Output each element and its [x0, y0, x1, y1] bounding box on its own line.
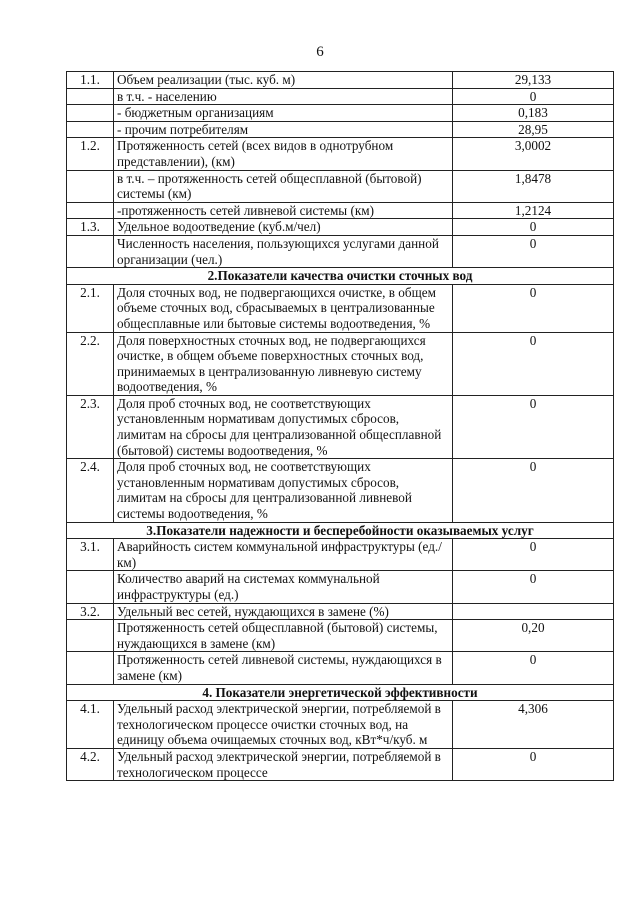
row-number: 1.1.: [67, 72, 114, 89]
indicator-name: Доля проб сточных вод, не соответствующих установленным нормативам допустимых сбросов, лимитам на сбросы для централизованной ливневой системы водоотведения, %: [114, 459, 453, 522]
indicator-name: Доля проб сточных вод, не соответствующих установленным нормативам допустимых сбросов, лимитам на сбросы для централизованной общесплавной (бытовой) системы водоотведения, %: [114, 395, 453, 458]
indicator-name: Протяженность сетей (всех видов в однотрубном представлении), (км): [114, 138, 453, 170]
indicator-name: Количество аварий на системах коммунальной инфраструктуры (ед.): [114, 571, 453, 603]
indicator-name: - бюджетным организациям: [114, 105, 453, 122]
indicator-name: Протяженность сетей общесплавной (бытовой) системы, нуждающихся в замене (км): [114, 620, 453, 652]
indicator-name: Удельный вес сетей, нуждающихся в замене (%): [114, 603, 453, 620]
table-row: [67, 652, 614, 684]
table-row: [67, 603, 614, 620]
indicator-value: 0: [453, 652, 614, 684]
row-number: 4.1.: [67, 701, 114, 749]
indicator-value: 0: [453, 395, 614, 458]
row-number: [67, 620, 114, 652]
indicator-name: Доля сточных вод, не подвергающихся очистке, в общем объеме сточных вод, сбрасываемых в централизованные общесплавные или бытовые системы водоотведения, %: [114, 284, 453, 332]
table-row: [67, 121, 614, 138]
indicator-name: - прочим потребителям: [114, 121, 453, 138]
indicator-value: 1,2124: [453, 202, 614, 219]
indicator-value: 0: [453, 284, 614, 332]
table-row: [67, 284, 614, 332]
table-row: [67, 748, 614, 780]
table-row: [67, 138, 614, 170]
row-number: [67, 88, 114, 105]
table-row: [67, 170, 614, 202]
indicator-value: 0: [453, 459, 614, 522]
row-number: 1.2.: [67, 138, 114, 170]
indicator-value: [453, 603, 614, 620]
indicator-value: 28,95: [453, 121, 614, 138]
indicator-value: 0: [453, 88, 614, 105]
indicator-name: Удельный расход электрической энергии, потребляемой в технологическом процессе очистки сточных вод, на единицу объема очищаемых сточных вод, кВт*ч/куб. м: [114, 701, 453, 749]
section-header-row: [67, 268, 614, 285]
section-header: 2.Показатели качества очистки сточных вод: [67, 268, 614, 285]
row-number: 2.2.: [67, 332, 114, 395]
indicator-name: в т.ч. - населению: [114, 88, 453, 105]
table-row: [67, 459, 614, 522]
row-number: 2.1.: [67, 284, 114, 332]
indicator-value: 3,0002: [453, 138, 614, 170]
row-number: 3.1.: [67, 539, 114, 571]
section-header: 4. Показатели энергетической эффективности: [67, 684, 614, 701]
indicator-value: 4,306: [453, 701, 614, 749]
section-header-row: [67, 522, 614, 539]
row-number: [67, 235, 114, 267]
table-row: [67, 88, 614, 105]
row-number: [67, 571, 114, 603]
indicator-name: в т.ч. – протяженность сетей общесплавной (бытовой) системы (км): [114, 170, 453, 202]
indicator-name: Удельный расход электрической энергии, потребляемой в технологическом процессе: [114, 748, 453, 780]
row-number: [67, 202, 114, 219]
indicator-value: 0,183: [453, 105, 614, 122]
table-row: [67, 105, 614, 122]
table-row: [67, 395, 614, 458]
indicator-value: 1,8478: [453, 170, 614, 202]
indicator-name: Численность населения, пользующихся услугами данной организации (чел.): [114, 235, 453, 267]
table-row: [67, 620, 614, 652]
indicator-value: 0: [453, 332, 614, 395]
row-number: [67, 105, 114, 122]
row-number: [67, 652, 114, 684]
row-number: 1.3.: [67, 219, 114, 236]
page-number: 6: [316, 44, 324, 60]
indicator-value: 0,20: [453, 620, 614, 652]
indicator-value: 0: [453, 235, 614, 267]
row-number: 2.4.: [67, 459, 114, 522]
table-row: [67, 571, 614, 603]
indicators-table-body: [67, 72, 614, 781]
row-number: [67, 121, 114, 138]
table-row: [67, 235, 614, 267]
indicator-value: 0: [453, 539, 614, 571]
indicator-name: Удельное водоотведение (куб.м/чел): [114, 219, 453, 236]
indicator-name: Протяженность сетей ливневой системы, нуждающихся в замене (км): [114, 652, 453, 684]
indicators-table: [66, 71, 614, 781]
table-row: [67, 219, 614, 236]
indicator-value: 0: [453, 748, 614, 780]
row-number: 3.2.: [67, 603, 114, 620]
indicator-name: Доля поверхностных сточных вод, не подвергающихся очистке, в общем объеме поверхностных сточных вод, принимаемых в централизованную ливневую систему водоотведения, %: [114, 332, 453, 395]
indicator-value: 29,133: [453, 72, 614, 89]
indicator-name: Аварийность систем коммунальной инфраструктуры (ед./км): [114, 539, 453, 571]
indicator-value: 0: [453, 219, 614, 236]
section-header-row: [67, 684, 614, 701]
row-number: [67, 170, 114, 202]
indicator-name: -протяженность сетей ливневой системы (км): [114, 202, 453, 219]
table-row: [67, 332, 614, 395]
section-header: 3.Показатели надежности и бесперебойности оказываемых услуг: [67, 522, 614, 539]
table-row: [67, 72, 614, 89]
row-number: 2.3.: [67, 395, 114, 458]
table-row: [67, 701, 614, 749]
table-row: [67, 202, 614, 219]
row-number: 4.2.: [67, 748, 114, 780]
table-row: [67, 539, 614, 571]
indicator-value: 0: [453, 571, 614, 603]
indicator-name: Объем реализации (тыс. куб. м): [114, 72, 453, 89]
